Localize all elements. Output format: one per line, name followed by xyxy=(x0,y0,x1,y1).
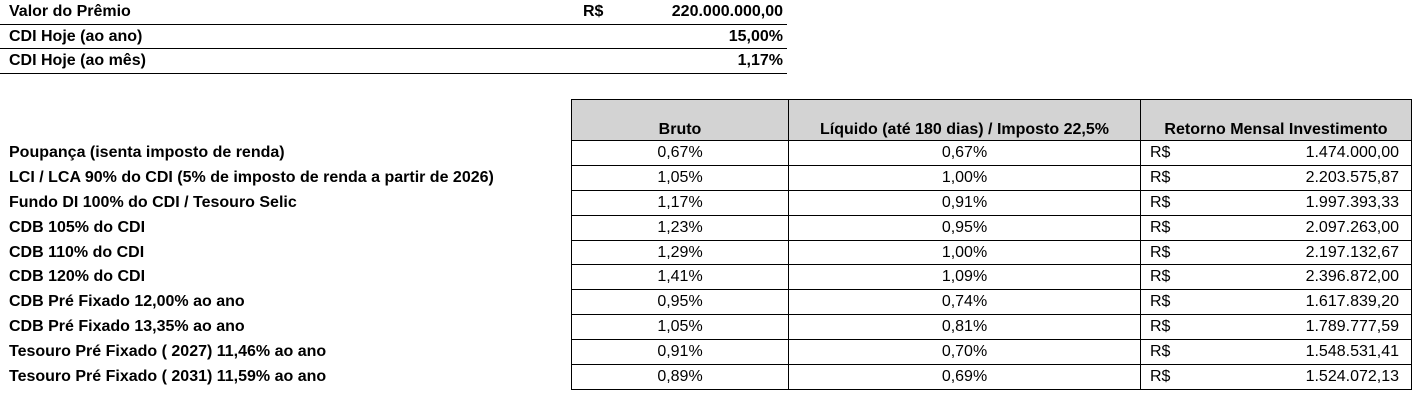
row-retorno-value: 1.997.393,33 xyxy=(1305,193,1399,211)
row-currency: R$ xyxy=(1150,243,1171,261)
row-currency: R$ xyxy=(1150,318,1171,336)
table-row xyxy=(0,265,1412,290)
row-bruto: 0,89% xyxy=(571,365,788,390)
row-bruto: 0,95% xyxy=(571,290,788,315)
header-liquido: Líquido (até 180 dias) / Imposto 22,5% xyxy=(788,99,1140,141)
row-retorno-value: 1.474.000,00 xyxy=(1305,144,1399,161)
row-bruto: 1,29% xyxy=(571,241,788,266)
row-name: CDB 105% do CDI xyxy=(9,218,146,236)
row-currency: R$ xyxy=(1150,368,1171,386)
premio-currency: R$ xyxy=(583,3,604,20)
row-currency: R$ xyxy=(1150,293,1171,311)
row-bruto: 1,05% xyxy=(571,315,788,340)
row-bruto: 1,17% xyxy=(571,191,788,216)
table-row xyxy=(0,315,1412,340)
table-row xyxy=(0,191,1412,216)
row-liquido: 0,95% xyxy=(788,216,1140,241)
row-retorno-value: 1.548.531,41 xyxy=(1305,343,1399,361)
row-retorno xyxy=(1140,216,1412,241)
row-retorno-value: 2.097.263,00 xyxy=(1305,218,1399,236)
summary-block xyxy=(0,0,787,74)
row-bruto: 0,91% xyxy=(571,340,788,365)
table-row xyxy=(0,166,1412,191)
row-retorno xyxy=(1140,191,1412,216)
premio-label: Valor do Prêmio xyxy=(9,3,131,20)
row-retorno xyxy=(1140,340,1412,365)
row-currency: R$ xyxy=(1150,218,1171,236)
row-name: Tesouro Pré Fixado ( 2031) 11,59% ao ano xyxy=(9,368,327,386)
row-currency: R$ xyxy=(1150,343,1171,361)
cdi-ano-value: 15,00% xyxy=(728,27,783,45)
row-currency: R$ xyxy=(1150,168,1171,186)
row-name: Fundo DI 100% do CDI / Tesouro Selic xyxy=(9,193,297,211)
row-liquido: 1,00% xyxy=(788,166,1140,191)
row-retorno-value: 1.524.072,13 xyxy=(1305,368,1399,386)
premio-row xyxy=(0,0,787,25)
table-row xyxy=(0,290,1412,315)
row-bruto: 1,41% xyxy=(571,265,788,290)
row-retorno-value: 2.197.132,67 xyxy=(1305,243,1399,261)
row-currency: R$ xyxy=(1150,268,1171,286)
row-retorno xyxy=(1140,241,1412,266)
table-row xyxy=(0,365,1412,390)
table-body xyxy=(0,141,1412,390)
cdi-mes-label: CDI Hoje (ao mês) xyxy=(9,52,146,69)
row-liquido: 0,70% xyxy=(788,340,1140,365)
row-currency: R$ xyxy=(1150,144,1171,161)
row-name: Tesouro Pré Fixado ( 2027) 11,46% ao ano xyxy=(9,343,327,361)
row-name: CDB Pré Fixado 12,00% ao ano xyxy=(9,293,245,311)
row-name: LCI / LCA 90% do CDI (5% de imposto de renda a partir de 2026) xyxy=(9,168,494,186)
row-retorno-value: 2.203.575,87 xyxy=(1305,168,1399,186)
cdi-mes-row xyxy=(0,49,787,74)
header-bruto: Bruto xyxy=(571,99,788,141)
row-retorno xyxy=(1140,141,1412,166)
row-liquido: 1,00% xyxy=(788,241,1140,266)
row-name: CDB 110% do CDI xyxy=(9,243,145,261)
row-retorno xyxy=(1140,265,1412,290)
row-retorno-value: 1.617.839,20 xyxy=(1305,293,1399,311)
header-retorno: Retorno Mensal Investimento xyxy=(1140,99,1412,141)
row-liquido: 0,91% xyxy=(788,191,1140,216)
row-retorno xyxy=(1140,290,1412,315)
row-bruto: 1,23% xyxy=(571,216,788,241)
row-name: CDB Pré Fixado 13,35% ao ano xyxy=(9,318,245,336)
cdi-ano-row xyxy=(0,25,787,50)
cdi-mes-value: 1,17% xyxy=(737,52,783,69)
row-currency: R$ xyxy=(1150,193,1171,211)
row-name: Poupança (isenta imposto de renda) xyxy=(9,144,285,161)
premio-value: 220.000.000,00 xyxy=(671,3,783,20)
row-retorno xyxy=(1140,365,1412,390)
row-liquido: 0,69% xyxy=(788,365,1140,390)
row-name: CDB 120% do CDI xyxy=(9,268,146,286)
row-bruto: 0,67% xyxy=(571,141,788,166)
row-liquido: 1,09% xyxy=(788,265,1140,290)
row-retorno xyxy=(1140,166,1412,191)
investment-table xyxy=(0,99,1412,390)
row-liquido: 0,81% xyxy=(788,315,1140,340)
row-bruto: 1,05% xyxy=(571,166,788,191)
row-liquido: 0,74% xyxy=(788,290,1140,315)
cdi-ano-label: CDI Hoje (ao ano) xyxy=(9,27,143,45)
table-header xyxy=(0,99,1412,141)
row-retorno-value: 2.396.872,00 xyxy=(1305,268,1399,286)
table-row xyxy=(0,141,1412,166)
table-row xyxy=(0,241,1412,266)
row-retorno xyxy=(1140,315,1412,340)
row-liquido: 0,67% xyxy=(788,141,1140,166)
table-row xyxy=(0,216,1412,241)
table-row xyxy=(0,340,1412,365)
row-retorno-value: 1.789.777,59 xyxy=(1305,318,1399,336)
